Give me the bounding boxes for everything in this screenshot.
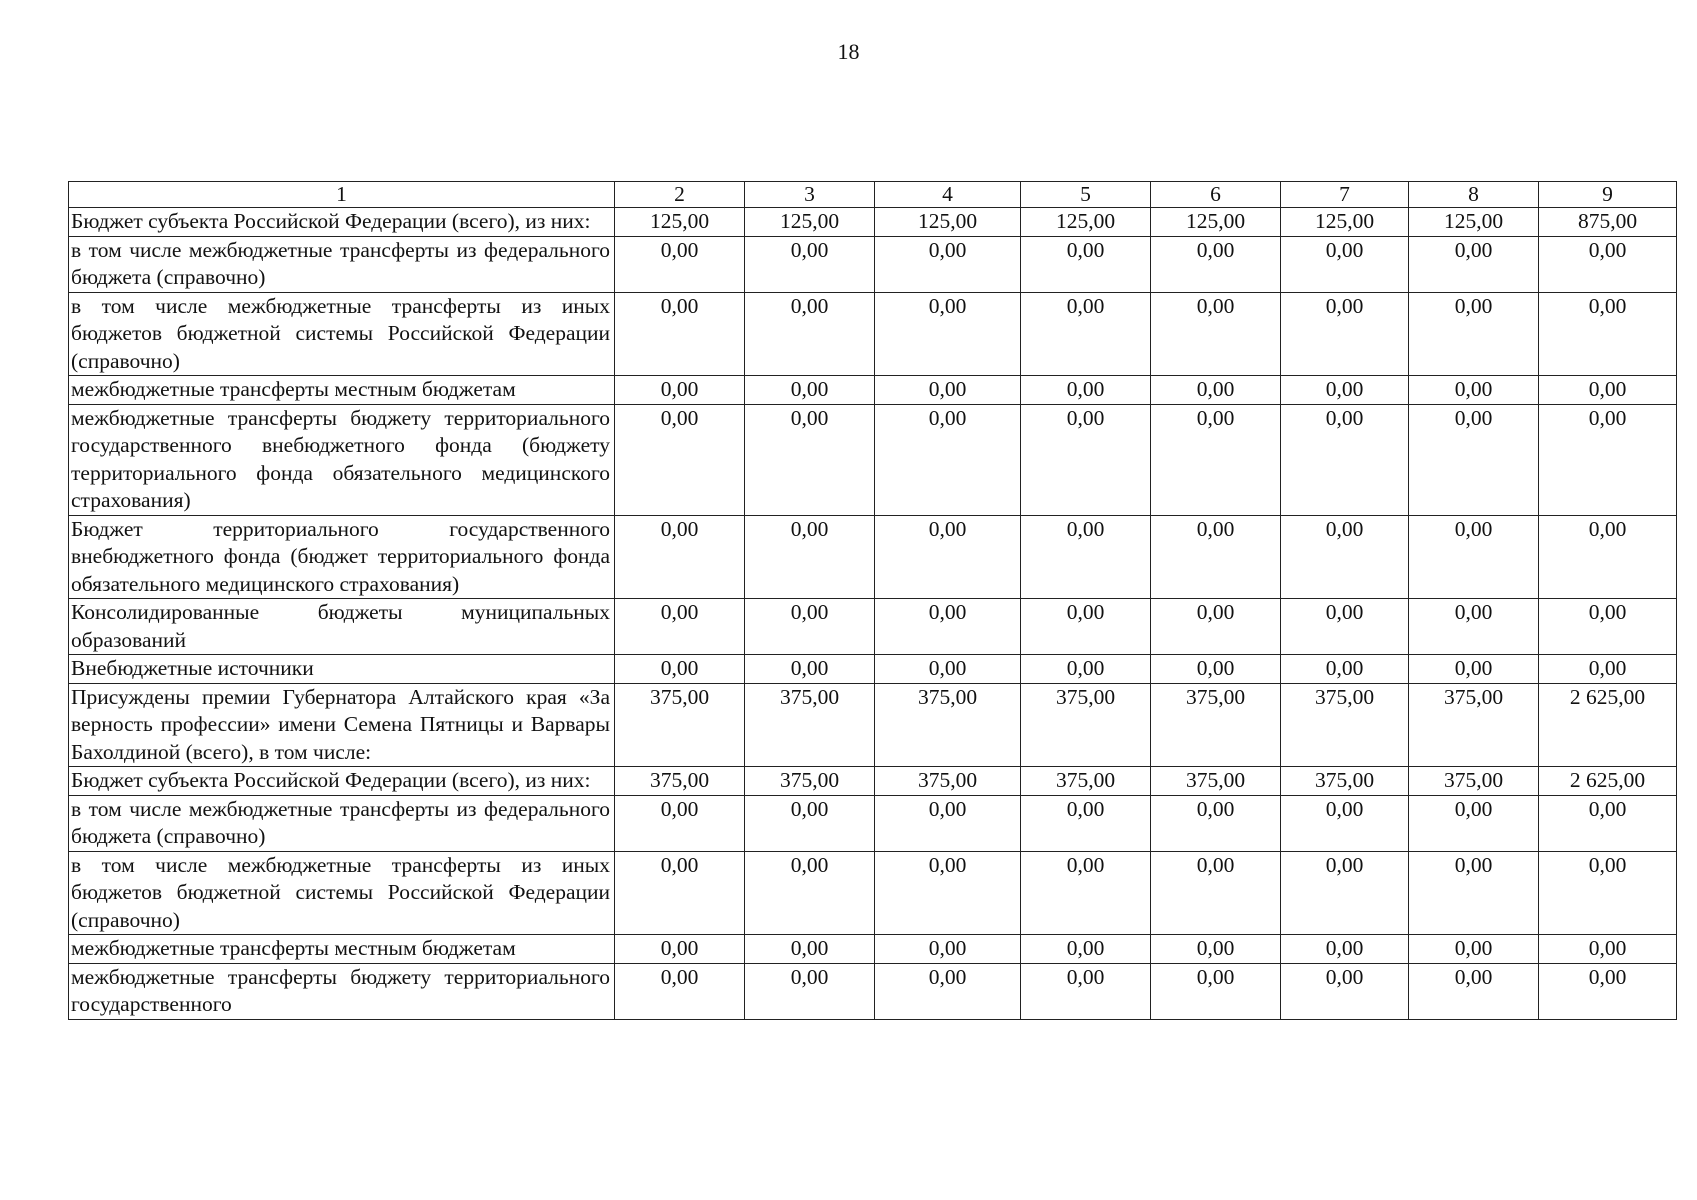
value-cell: 0,00 xyxy=(1021,599,1151,655)
value-cell: 0,00 xyxy=(745,599,875,655)
value-cell: 0,00 xyxy=(1151,236,1281,292)
value-cell: 0,00 xyxy=(1151,599,1281,655)
value-cell: 0,00 xyxy=(1151,515,1281,599)
value-cell: 375,00 xyxy=(615,683,745,767)
value-cell: 0,00 xyxy=(1409,655,1539,684)
value-cell: 2 625,00 xyxy=(1539,767,1677,796)
value-cell: 0,00 xyxy=(1409,963,1539,1019)
value-cell: 0,00 xyxy=(1021,795,1151,851)
table-row xyxy=(69,236,1677,292)
value-cell: 0,00 xyxy=(1409,292,1539,376)
value-cell: 375,00 xyxy=(745,683,875,767)
value-cell: 0,00 xyxy=(1021,655,1151,684)
value-cell: 125,00 xyxy=(1151,208,1281,237)
table-row xyxy=(69,795,1677,851)
value-cell: 0,00 xyxy=(1409,236,1539,292)
value-cell: 0,00 xyxy=(1281,795,1409,851)
value-cell: 0,00 xyxy=(1281,935,1409,964)
value-cell: 0,00 xyxy=(1151,935,1281,964)
row-label: Бюджет субъекта Российской Федерации (всего), из них: xyxy=(69,208,615,237)
value-cell: 0,00 xyxy=(1021,851,1151,935)
value-cell: 0,00 xyxy=(875,599,1021,655)
value-cell: 0,00 xyxy=(1409,515,1539,599)
value-cell: 0,00 xyxy=(745,851,875,935)
value-cell: 0,00 xyxy=(1281,599,1409,655)
value-cell: 125,00 xyxy=(615,208,745,237)
value-cell: 0,00 xyxy=(875,515,1021,599)
value-cell: 375,00 xyxy=(1281,683,1409,767)
page-number: 18 xyxy=(837,39,860,64)
value-cell: 0,00 xyxy=(615,851,745,935)
row-label: Бюджет субъекта Российской Федерации (всего), из них: xyxy=(69,767,615,796)
value-cell: 0,00 xyxy=(1281,376,1409,405)
value-cell: 0,00 xyxy=(1539,963,1677,1019)
column-header: 3 xyxy=(745,182,875,208)
value-cell: 0,00 xyxy=(1281,963,1409,1019)
value-cell: 0,00 xyxy=(1409,935,1539,964)
table-row xyxy=(69,655,1677,684)
value-cell: 0,00 xyxy=(1539,236,1677,292)
value-cell: 0,00 xyxy=(745,404,875,515)
value-cell: 0,00 xyxy=(1539,795,1677,851)
column-header: 1 xyxy=(69,182,615,208)
table-row xyxy=(69,963,1677,1019)
row-label: Бюджет территориального государственного внебюджетного фонда (бюджет территориального фонда обязательного медицинского страхования) xyxy=(69,515,615,599)
value-cell: 0,00 xyxy=(875,655,1021,684)
value-cell: 0,00 xyxy=(1539,515,1677,599)
value-cell: 0,00 xyxy=(615,655,745,684)
table-body xyxy=(69,208,1677,1020)
table-row xyxy=(69,683,1677,767)
value-cell: 375,00 xyxy=(1151,683,1281,767)
value-cell: 0,00 xyxy=(1281,851,1409,935)
value-cell: 375,00 xyxy=(1021,767,1151,796)
value-cell: 0,00 xyxy=(1021,515,1151,599)
value-cell: 0,00 xyxy=(1021,376,1151,405)
column-header: 9 xyxy=(1539,182,1677,208)
value-cell: 0,00 xyxy=(1409,599,1539,655)
value-cell: 0,00 xyxy=(1281,655,1409,684)
value-cell: 0,00 xyxy=(1281,236,1409,292)
value-cell: 0,00 xyxy=(745,935,875,964)
value-cell: 0,00 xyxy=(745,515,875,599)
table-row xyxy=(69,292,1677,376)
value-cell: 0,00 xyxy=(745,376,875,405)
value-cell: 0,00 xyxy=(615,292,745,376)
value-cell: 0,00 xyxy=(1151,404,1281,515)
value-cell: 0,00 xyxy=(1409,376,1539,405)
table-row xyxy=(69,208,1677,237)
value-cell: 0,00 xyxy=(875,404,1021,515)
value-cell: 0,00 xyxy=(745,292,875,376)
value-cell: 0,00 xyxy=(1539,851,1677,935)
value-cell: 375,00 xyxy=(745,767,875,796)
value-cell: 0,00 xyxy=(875,795,1021,851)
value-cell: 375,00 xyxy=(1151,767,1281,796)
row-label: межбюджетные трансферты местным бюджетам xyxy=(69,935,615,964)
row-label: межбюджетные трансферты бюджету территориального государственного внебюджетного фонда (бюджету территориального фонда обязательного медицинского страхования) xyxy=(69,404,615,515)
value-cell: 125,00 xyxy=(745,208,875,237)
value-cell: 0,00 xyxy=(615,935,745,964)
value-cell: 0,00 xyxy=(615,599,745,655)
row-label: в том числе межбюджетные трансферты из федерального бюджета (справочно) xyxy=(69,795,615,851)
value-cell: 0,00 xyxy=(1021,292,1151,376)
value-cell: 0,00 xyxy=(615,236,745,292)
value-cell: 0,00 xyxy=(875,851,1021,935)
value-cell: 0,00 xyxy=(1151,963,1281,1019)
value-cell: 0,00 xyxy=(1021,236,1151,292)
table-row xyxy=(69,599,1677,655)
row-label: Присуждены премии Губернатора Алтайского края «За верность профессии» имени Семена Пятницы и Варвары Бахолдиной (всего), в том числе: xyxy=(69,683,615,767)
value-cell: 0,00 xyxy=(1409,795,1539,851)
value-cell: 125,00 xyxy=(1281,208,1409,237)
value-cell: 125,00 xyxy=(1409,208,1539,237)
value-cell: 0,00 xyxy=(1021,404,1151,515)
value-cell: 0,00 xyxy=(615,515,745,599)
column-header: 6 xyxy=(1151,182,1281,208)
column-header: 4 xyxy=(875,182,1021,208)
value-cell: 0,00 xyxy=(1409,404,1539,515)
value-cell: 0,00 xyxy=(1151,851,1281,935)
value-cell: 0,00 xyxy=(1021,935,1151,964)
value-cell: 0,00 xyxy=(615,795,745,851)
table-row xyxy=(69,935,1677,964)
value-cell: 375,00 xyxy=(1409,767,1539,796)
value-cell: 375,00 xyxy=(1021,683,1151,767)
table-row xyxy=(69,767,1677,796)
value-cell: 375,00 xyxy=(875,767,1021,796)
value-cell: 0,00 xyxy=(745,795,875,851)
value-cell: 375,00 xyxy=(615,767,745,796)
column-header: 5 xyxy=(1021,182,1151,208)
value-cell: 0,00 xyxy=(1539,404,1677,515)
value-cell: 0,00 xyxy=(615,963,745,1019)
value-cell: 0,00 xyxy=(1281,292,1409,376)
row-label: в том числе межбюджетные трансферты из иных бюджетов бюджетной системы Российской Федерации (справочно) xyxy=(69,851,615,935)
row-label: в том числе межбюджетные трансферты из иных бюджетов бюджетной системы Российской Федерации (справочно) xyxy=(69,292,615,376)
column-header: 8 xyxy=(1409,182,1539,208)
value-cell: 375,00 xyxy=(1409,683,1539,767)
value-cell: 0,00 xyxy=(875,376,1021,405)
value-cell: 0,00 xyxy=(1281,404,1409,515)
value-cell: 375,00 xyxy=(1281,767,1409,796)
row-label: межбюджетные трансферты местным бюджетам xyxy=(69,376,615,405)
value-cell: 0,00 xyxy=(1281,515,1409,599)
table-row xyxy=(69,515,1677,599)
value-cell: 0,00 xyxy=(1409,851,1539,935)
value-cell: 0,00 xyxy=(1539,376,1677,405)
column-header: 2 xyxy=(615,182,745,208)
value-cell: 0,00 xyxy=(875,935,1021,964)
table-header-row xyxy=(69,182,1677,208)
value-cell: 375,00 xyxy=(875,683,1021,767)
value-cell: 0,00 xyxy=(1151,376,1281,405)
value-cell: 0,00 xyxy=(1539,292,1677,376)
budget-table xyxy=(68,181,1677,1020)
value-cell: 0,00 xyxy=(875,963,1021,1019)
column-header: 7 xyxy=(1281,182,1409,208)
value-cell: 875,00 xyxy=(1539,208,1677,237)
value-cell: 0,00 xyxy=(875,292,1021,376)
value-cell: 0,00 xyxy=(745,236,875,292)
value-cell: 0,00 xyxy=(1151,795,1281,851)
row-label: межбюджетные трансферты бюджету территориального государственного xyxy=(69,963,615,1019)
value-cell: 0,00 xyxy=(615,404,745,515)
value-cell: 2 625,00 xyxy=(1539,683,1677,767)
table-row xyxy=(69,404,1677,515)
value-cell: 125,00 xyxy=(875,208,1021,237)
table-row xyxy=(69,851,1677,935)
row-label: Консолидированные бюджеты муниципальных образований xyxy=(69,599,615,655)
value-cell: 0,00 xyxy=(1539,935,1677,964)
value-cell: 0,00 xyxy=(1151,292,1281,376)
value-cell: 0,00 xyxy=(615,376,745,405)
value-cell: 0,00 xyxy=(875,236,1021,292)
value-cell: 0,00 xyxy=(1021,963,1151,1019)
row-label: в том числе межбюджетные трансферты из федерального бюджета (справочно) xyxy=(69,236,615,292)
value-cell: 0,00 xyxy=(1539,655,1677,684)
value-cell: 0,00 xyxy=(745,963,875,1019)
row-label: Внебюджетные источники xyxy=(69,655,615,684)
value-cell: 125,00 xyxy=(1021,208,1151,237)
value-cell: 0,00 xyxy=(1539,599,1677,655)
value-cell: 0,00 xyxy=(745,655,875,684)
table-row xyxy=(69,376,1677,405)
value-cell: 0,00 xyxy=(1151,655,1281,684)
